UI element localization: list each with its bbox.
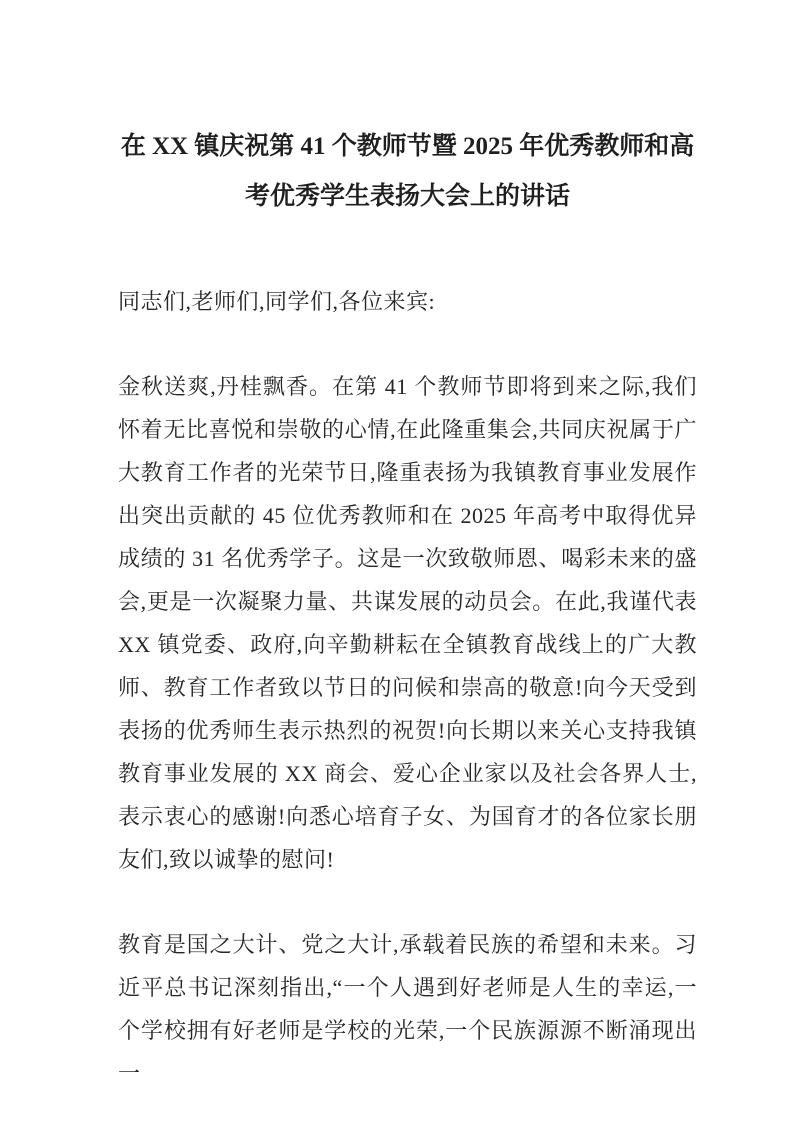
document-title [118,122,697,222]
body-paragraph-1: 金秋送爽,丹桂飘香。在第 41 个教师节即将到来之际,我们怀着无比喜悦和崇敬的心情,在此隆重集会,共同庆祝属于广大教育工作者的光荣节日,隆重表扬为我镇教育事业发展作出突出贡献的 45 位优秀教师和在 2025 年高考中取得优异成绩的 31 名优秀学子。这是一次致敬师恩、喝彩未来的盛会,更是一次凝聚力量、共谋发展的动员会。在此,我谨代表 XX 镇党委、政府,向辛勤耕耘在全镇教育战线上的广大教师、教育工作者致以节日的问候和崇高的敬意!向今天受到表扬的优秀师生表示热烈的祝贺!向长期以来关心支持我镇教育事业发展的 XX 商会、爱心企业家以及社会各界人士,表示衷心的感谢!向悉心培育子女、为国育才的各位家长朋友们,致以诚挚的慰问! [118,374,697,872]
document-title-line-2: 考优秀学生表扬大会上的讲话 [244,183,570,210]
document-title-line-1: 在 XX 镇庆祝第 41 个教师节暨 2025 年优秀教师和高 [120,133,695,160]
salutation-line: 同志们,老师们,同学们,各位来宾: [118,289,436,314]
body-paragraph-2: 教育是国之大计、党之大计,承载着民族的希望和未来。习近平总书记深刻指出,“一个人遇到好老师是人生的幸运,一个学校拥有好老师是学校的光荣,一个民族源源不断涌现出一 [118,932,697,1086]
